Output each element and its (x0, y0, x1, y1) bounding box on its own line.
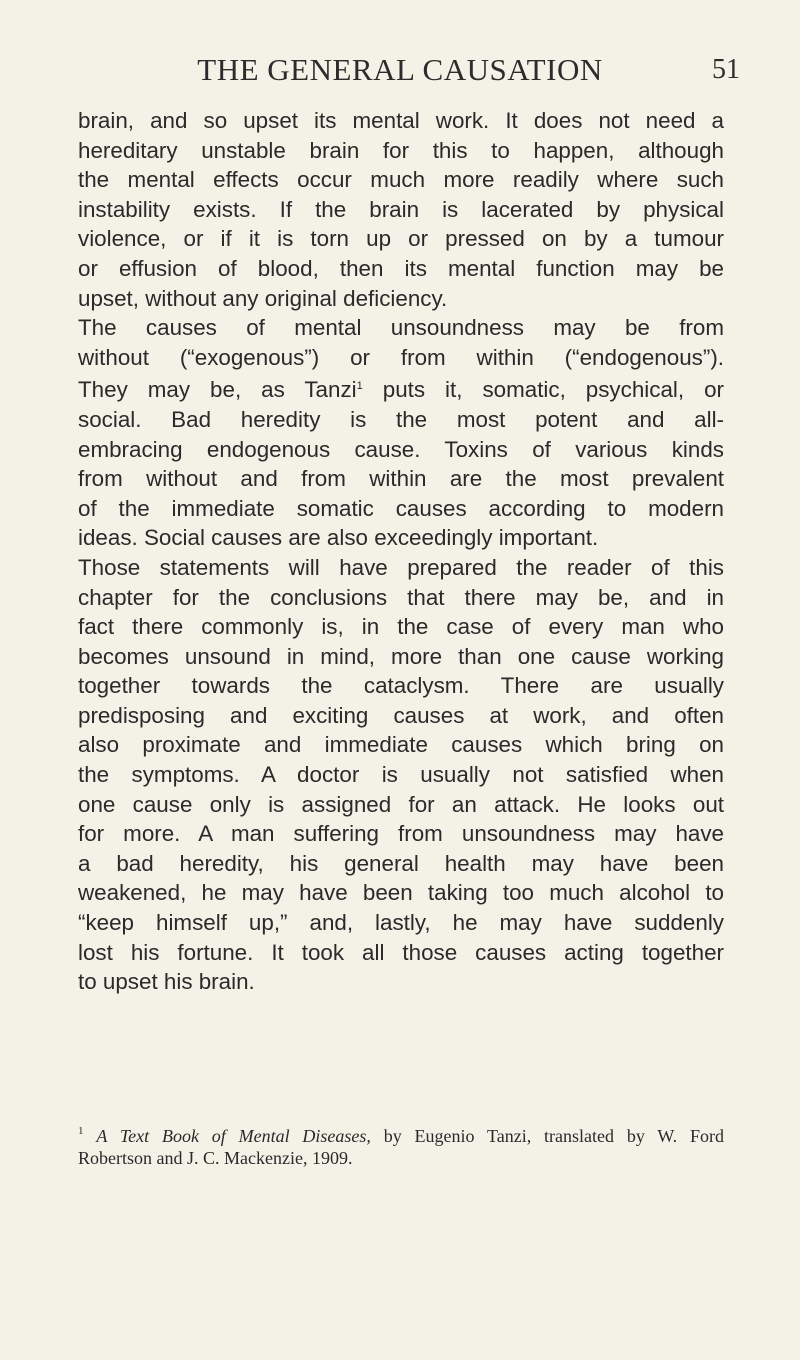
text-line: violence, or if it is torn up or pressed on by a tumour (78, 226, 724, 252)
text-line: fact there commonly is, in the case of every man who (78, 614, 724, 640)
text-line: or effusion of blood, then its mental function may be (78, 255, 724, 281)
text-line: upset, without any original deficiency. (78, 285, 448, 311)
footnote-line: Robertson and J. C. Mackenzie, 1909. (78, 1148, 353, 1168)
text-line: The causes of mental unsoundness may be from (78, 315, 724, 341)
text-line: hereditary unstable brain for this to happen, although (78, 137, 724, 163)
footnote (78, 1120, 724, 1169)
footnote-line (78, 1120, 724, 1147)
text-line: predisposing and exciting causes at work, and often (78, 702, 724, 728)
text-fragment: puts it, somatic, psychical, or (362, 377, 724, 403)
text-line: together towards the cataclysm. There are usually (78, 673, 724, 699)
footnote-book-title: A Text Book of Mental Diseases, (96, 1126, 371, 1146)
text-line: Those statements will have prepared the reader of this (78, 554, 724, 580)
text-line: of the immediate somatic causes according to modern (78, 495, 724, 521)
text-line: chapter for the conclusions that there may be, and in (78, 584, 724, 610)
text-line: to upset his brain. (78, 969, 255, 995)
text-line: a bad heredity, his general health may have been (78, 850, 724, 876)
text-line: from without and from within are the most prevalent (78, 466, 724, 492)
text-line: the mental effects occur much more readily where such (78, 167, 724, 193)
page-number: 51 (712, 54, 740, 85)
footnote-reference: 1 (356, 380, 363, 393)
text-line: for more. A man suffering from unsoundness may have (78, 821, 724, 847)
text-line: “keep himself up,” and, lastly, he may have suddenly (78, 910, 724, 936)
text-line-with-footnote (78, 372, 724, 405)
text-line: weakened, he may have been taking too much alcohol to (78, 880, 724, 906)
body-text (78, 106, 724, 997)
footnote-marker: 1 (78, 1125, 84, 1137)
page-header (0, 52, 800, 92)
text-line: without (“exogenous”) or from within (“endogenous”). (78, 344, 724, 370)
text-line: also proximate and immediate causes which bring on (78, 732, 724, 758)
text-line: brain, and so upset its mental work. It does not need a (78, 108, 724, 133)
running-title: THE GENERAL CAUSATION (197, 52, 603, 87)
text-fragment: They may be, as Tanzi (78, 377, 357, 403)
text-line: ideas. Social causes are also exceedingly important. (78, 525, 599, 551)
text-line: one cause only is assigned for an attack. He looks out (78, 791, 724, 817)
footnote-text: by Eugenio Tanzi, translated by W. Ford (370, 1126, 725, 1146)
text-line: instability exists. If the brain is lacerated by physical (78, 196, 724, 222)
text-line: the symptoms. A doctor is usually not satisfied when (78, 762, 724, 788)
text-line: embracing endogenous cause. Toxins of various kinds (78, 436, 724, 462)
text-line: lost his fortune. It took all those causes acting together (78, 939, 724, 965)
text-line: becomes unsound in mind, more than one cause working (78, 643, 724, 669)
text-line: social. Bad heredity is the most potent and all- (78, 406, 724, 432)
